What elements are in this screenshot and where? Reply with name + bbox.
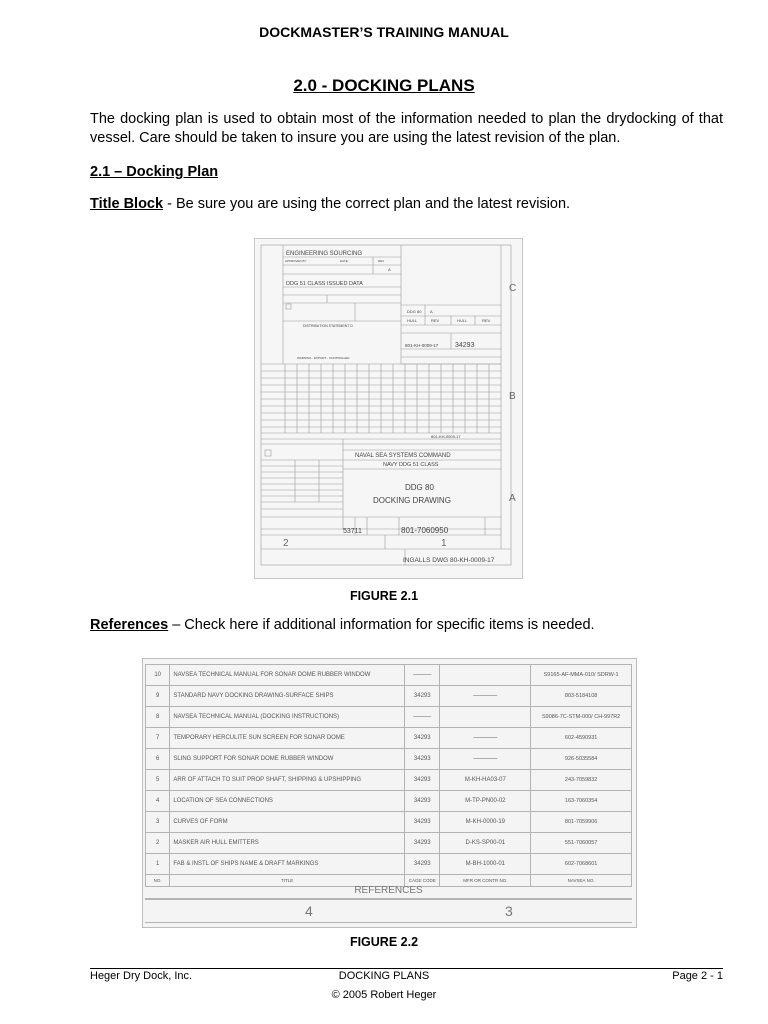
ref-no: 5 xyxy=(146,770,170,791)
ref-navsea: 926-5035584 xyxy=(531,749,632,770)
footer-copyright: © 2005 Robert Heger xyxy=(331,989,437,1001)
intro-paragraph: The docking plan is used to obtain most of the information needed to plan the drydocking of that vessel. Care should be taken to insure you are using the latest revision of the plan. xyxy=(90,111,723,146)
figure-2-1-title-block-drawing xyxy=(254,238,523,579)
rev-a-ship: A xyxy=(430,309,433,314)
ref-navsea: 803-5184108 xyxy=(531,686,632,707)
ref-no: 8 xyxy=(146,707,170,728)
ref-cage: 34293 xyxy=(405,812,440,833)
ref-mfr xyxy=(440,707,531,728)
class-data-label: DDG 51 CLASS ISSUED DATA xyxy=(286,281,363,287)
ref-navsea: S9086-7C-STM-000/ CH-997R2 xyxy=(531,707,632,728)
ref-navsea: 801-7059906 xyxy=(531,812,632,833)
footer-rule xyxy=(90,968,723,969)
table-row xyxy=(146,728,632,749)
ref-no: 4 xyxy=(146,791,170,812)
ref-cage: ——— xyxy=(405,665,440,686)
ref-cage: 34293 xyxy=(405,854,440,875)
cage-code: 34293 xyxy=(455,342,475,349)
table-row xyxy=(146,686,632,707)
zone-3: 3 xyxy=(505,903,513,919)
sub-heading: 2.1 – Docking Plan xyxy=(90,164,219,180)
ref-navsea: 602-4590931 xyxy=(531,728,632,749)
col-navsea-header: NAVSEA NO. xyxy=(531,875,632,887)
figure-2-1-caption: FIGURE 2.1 xyxy=(349,589,419,603)
navy-class-label: NAVY DDG 51 CLASS xyxy=(383,462,439,468)
ref-no: 10 xyxy=(146,665,170,686)
col-mfr-header: MFR OR CONTR NO. xyxy=(440,875,531,887)
title-name: DOCKING DRAWING xyxy=(373,496,451,505)
table-row xyxy=(146,812,632,833)
footer-page: Page 2 - 1 xyxy=(672,970,723,982)
ref-title: LOCATION OF SEA CONNECTIONS xyxy=(170,791,405,812)
code-value: 53711 xyxy=(343,528,362,535)
footer-company: Heger Dry Dock, Inc. xyxy=(90,970,193,982)
naval-sea-label: NAVAL SEA SYSTEMS COMMAND xyxy=(355,453,451,459)
ref-no: 1 xyxy=(146,854,170,875)
ref-cage: 34293 xyxy=(405,749,440,770)
footer-section: DOCKING PLANS xyxy=(338,970,430,982)
table-row xyxy=(146,665,632,686)
references-text: – Check here if additional information for specific items is needed. xyxy=(168,617,595,633)
distribution-statement: DISTRIBUTION STATEMENT D xyxy=(303,324,353,328)
ref-title: FAB & INSTL OF SHIPS NAME & DRAFT MARKINGS xyxy=(170,854,405,875)
ref-cage: 34293 xyxy=(405,791,440,812)
references-label: References xyxy=(90,617,169,633)
drawing-number-2: 801-KH-0009-17 xyxy=(431,434,461,439)
table-row xyxy=(146,770,632,791)
ref-cage: 34293 xyxy=(405,833,440,854)
rev-a-value: A xyxy=(388,267,391,272)
ref-cage: 34293 xyxy=(405,728,440,749)
ref-mfr: ———— xyxy=(440,686,531,707)
ref-navsea: 163-7060354 xyxy=(531,791,632,812)
ref-cage: 34293 xyxy=(405,686,440,707)
zone-strip xyxy=(145,899,632,923)
table-row xyxy=(146,749,632,770)
references-table xyxy=(145,664,632,887)
ref-navsea: S9165-AF-MMA-010/ SDRW-1 xyxy=(531,665,632,686)
ref-title: TEMPORARY HERCULITE SUN SCREEN FOR SONAR DOME xyxy=(170,728,405,749)
zone-4: 4 xyxy=(305,903,313,919)
eng-sourcing-label: ENGINEERING SOURCING xyxy=(286,251,363,257)
col-no-header: NO. xyxy=(146,875,170,887)
table-row xyxy=(146,854,632,875)
ref-title: NAVSEA TECHNICAL MANUAL (DOCKING INSTRUCTIONS) xyxy=(170,707,405,728)
figure-2-2-caption: FIGURE 2.2 xyxy=(349,935,419,949)
references-label-row: REFERENCES xyxy=(145,884,632,899)
ref-navsea: 551-7060057 xyxy=(531,833,632,854)
ref-title: ARR OF ATTACH TO SUIT PROP SHAFT, SHIPPING & UPSHIPPING xyxy=(170,770,405,791)
title-ship: DDG 80 xyxy=(405,483,434,492)
ref-mfr: M-BH-1000-01 xyxy=(440,854,531,875)
ref-mfr: M-KH-HA03-07 xyxy=(440,770,531,791)
ref-title: NAVSEA TECHNICAL MANUAL FOR SONAR DOME RUBBER WINDOW xyxy=(170,665,405,686)
title-block-label: Title Block xyxy=(90,196,164,212)
title-block-text: - Be sure you are using the correct plan and the latest revision. xyxy=(163,196,571,212)
ref-navsea: 602-7068601 xyxy=(531,854,632,875)
ingalls-number: INGALLS DWG 80-KH-0009-17 xyxy=(403,557,495,564)
ref-mfr: ———— xyxy=(440,728,531,749)
ref-navsea: 243-7059832 xyxy=(531,770,632,791)
hull-col-2: HULL xyxy=(457,318,468,323)
ref-mfr: ———— xyxy=(440,749,531,770)
ref-mfr xyxy=(440,665,531,686)
dwg-number: 801-7060950 xyxy=(401,526,449,535)
figure-2-2-references-table xyxy=(142,658,637,928)
zone-c: C xyxy=(509,283,517,294)
ref-no: 7 xyxy=(146,728,170,749)
approved-by-label: APPROVED BY xyxy=(285,259,307,263)
zone-1: 1 xyxy=(441,538,447,549)
ref-title: SLING SUPPORT FOR SONAR DOME RUBBER WINDOW xyxy=(170,749,405,770)
references-paragraph xyxy=(90,617,595,633)
hull-col-1: HULL xyxy=(407,318,418,323)
zone-a: A xyxy=(509,493,516,504)
section-title: 2.0 - DOCKING PLANS xyxy=(293,76,475,95)
manual-header: DOCKMASTER’S TRAINING MANUAL xyxy=(259,24,509,40)
drawing-number: 801-KH-0009-17 xyxy=(405,343,439,348)
rev-col-2: REV xyxy=(482,318,491,323)
table-row xyxy=(146,707,632,728)
ship-number: DDG 80 xyxy=(407,309,422,314)
ref-mfr: M-TP-PN00-02 xyxy=(440,791,531,812)
ref-title: CURVES OF FORM xyxy=(170,812,405,833)
title-block-paragraph xyxy=(90,196,570,212)
zone-b: B xyxy=(509,391,516,402)
ref-title: STANDARD NAVY DOCKING DRAWING-SURFACE SHIPS xyxy=(170,686,405,707)
ref-mfr: M-KH-0000-19 xyxy=(440,812,531,833)
ref-mfr: D-KS-SP00-01 xyxy=(440,833,531,854)
ref-no: 2 xyxy=(146,833,170,854)
zone-2: 2 xyxy=(283,538,289,549)
ref-no: 6 xyxy=(146,749,170,770)
ref-cage: 34293 xyxy=(405,770,440,791)
warning-label: WARNING - EXPORT - CONTROLLED xyxy=(297,356,350,360)
table-row xyxy=(146,833,632,854)
ref-title: MASKER AIR HULL EMITTERS xyxy=(170,833,405,854)
rev-col-1: REV xyxy=(431,318,440,323)
col-title-header: TITLE xyxy=(170,875,405,887)
ref-no: 3 xyxy=(146,812,170,833)
ref-cage: ——— xyxy=(405,707,440,728)
col-cage-header: CAGE CODE xyxy=(405,875,440,887)
ref-no: 9 xyxy=(146,686,170,707)
date-label: DATE xyxy=(340,259,348,263)
rev-header-label: REV xyxy=(378,259,385,263)
table-row xyxy=(146,791,632,812)
